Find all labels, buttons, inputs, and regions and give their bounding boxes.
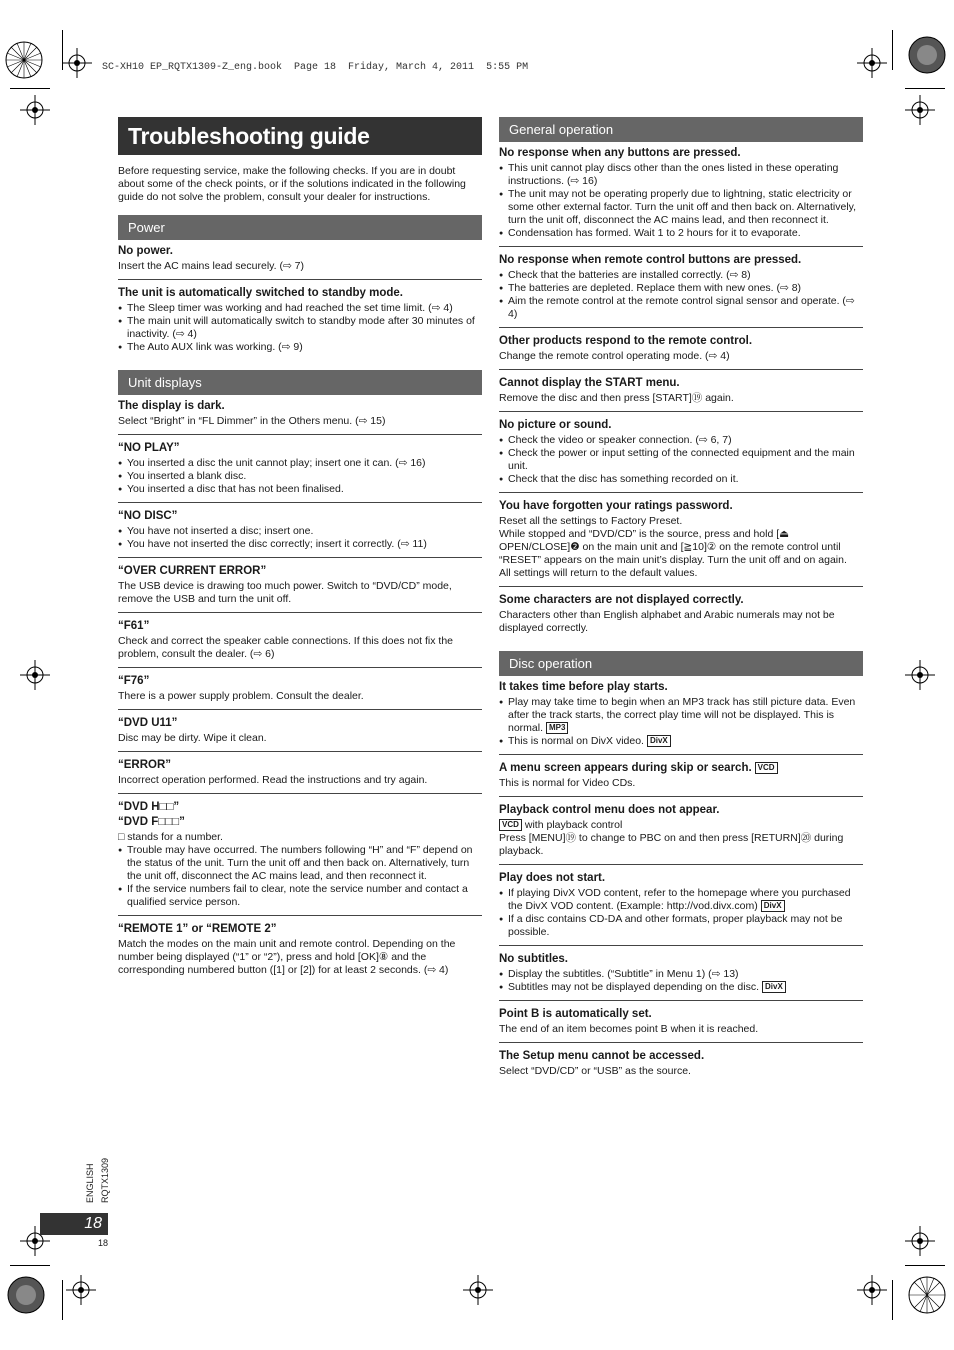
bullet-list	[499, 696, 863, 748]
entry-text	[118, 260, 482, 273]
bullet-item	[499, 968, 863, 981]
bullet-text: You inserted a disc that has not been finalised.	[127, 483, 344, 495]
entry-text-content: Select “Bright” in “FL Dimmer” in the Others menu. (⇨ 15)	[118, 415, 386, 427]
entry-title-text: “F76”	[118, 675, 150, 687]
entry-title	[118, 509, 482, 524]
entry-title-text: “REMOTE 1” or “REMOTE 2”	[118, 923, 277, 935]
left-column	[118, 117, 482, 993]
entry-title-text: Playback control menu does not appear.	[499, 804, 720, 816]
troubleshooting-entry	[118, 800, 482, 916]
format-badge: VCD	[499, 819, 522, 831]
bullet-text: The Sleep timer was working and had reached the set time limit. (⇨ 4)	[127, 302, 453, 314]
entry-text-content: While stopped and “DVD/CD” is the source, press and hold [⏏ OPEN/CLOSE]❷ on the main unit and [≧10]② on the remote control until “RESET” appears on the main unit’s display. Turn the unit off and on again.	[499, 528, 847, 566]
crosshair-mark-bottom-center	[463, 1275, 493, 1305]
entry-title	[499, 376, 863, 391]
entry-text	[499, 1023, 863, 1036]
entry-text-content: Select “DVD/CD” or “USB” as the source.	[499, 1065, 691, 1077]
troubleshooting-entry	[499, 680, 863, 755]
troubleshooting-entry	[499, 1007, 863, 1043]
crop-line	[62, 30, 63, 70]
format-badge: VCD	[755, 762, 778, 774]
troubleshooting-entry	[499, 803, 863, 865]
bullet-text: This is normal on DivX video.	[508, 735, 644, 747]
section-heading: General operation	[499, 117, 863, 142]
entry-title	[499, 334, 863, 349]
entry-title-text: “DVD U11”	[118, 717, 178, 729]
registration-mark-bottom-right	[905, 1273, 949, 1317]
entry-title-text: A menu screen appears during skip or search.	[499, 762, 752, 774]
entry-title	[118, 674, 482, 689]
entry-text	[118, 831, 482, 844]
format-badge: DivX	[761, 900, 785, 912]
entry-text	[118, 774, 482, 787]
entry-text	[118, 938, 482, 977]
entry-text-content: Press [MENU]⑲ to change to PBC on and then press [RETURN]⑳ during playback.	[499, 832, 844, 857]
entry-title-text: “DVD H□□”	[118, 801, 180, 813]
troubleshooting-entry	[499, 1049, 863, 1084]
entry-title-text: “DVD F□□□”	[118, 816, 185, 828]
bullet-item	[499, 981, 863, 994]
bullet-item	[499, 735, 863, 748]
entry-text-content: Reset all the settings to Factory Preset.	[499, 515, 683, 527]
entry-title-text: No power.	[118, 245, 173, 257]
entry-title-text: “NO PLAY”	[118, 442, 180, 454]
troubleshooting-entry	[499, 376, 863, 412]
entry-text	[499, 567, 863, 580]
entry-text	[499, 528, 863, 567]
bullet-list	[118, 302, 482, 354]
entry-title	[499, 871, 863, 886]
troubleshooting-entry	[118, 564, 482, 613]
entry-title	[118, 244, 482, 259]
entry-text	[499, 777, 863, 790]
bullet-item	[499, 282, 863, 295]
bullet-item	[499, 269, 863, 282]
bullet-item	[499, 188, 863, 227]
bullet-text: If playing DivX VOD content, refer to the homepage where you purchased the DivX VOD content. (Example: http://vod.divx.com)	[508, 887, 851, 912]
troubleshooting-entry	[118, 922, 482, 983]
entry-title-text: You have forgotten your ratings password.	[499, 500, 733, 512]
bullet-item	[499, 434, 863, 447]
entry-text-content: Remove the disc and then press [START]⑲ again.	[499, 392, 734, 404]
entry-text-content: The end of an item becomes point B when it is reached.	[499, 1023, 759, 1035]
troubleshooting-entry	[118, 758, 482, 794]
crosshair-mark-right-lower	[905, 1226, 935, 1256]
troubleshooting-entry	[118, 286, 482, 360]
entry-text	[118, 690, 482, 703]
entry-title	[118, 564, 482, 579]
left-sections	[118, 215, 482, 983]
crosshair-mark-top-right	[857, 48, 887, 78]
page-number-small: 18	[98, 1238, 109, 1248]
entry-title	[499, 803, 863, 818]
crosshair-mark-top	[62, 48, 92, 78]
entry-text-content: This is normal for Video CDs.	[499, 777, 636, 789]
crop-line	[10, 88, 50, 89]
entry-text-content: □ stands for a number.	[118, 831, 223, 843]
entry-text	[499, 350, 863, 363]
format-badge: MP3	[546, 722, 568, 734]
entry-title-text: No picture or sound.	[499, 419, 612, 431]
troubleshooting-entry	[118, 509, 482, 558]
bullet-text: You inserted a blank disc.	[127, 470, 247, 482]
bullet-item	[499, 913, 863, 939]
troubleshooting-entry	[499, 499, 863, 587]
bullet-text: You have not inserted a disc; insert one.	[127, 525, 314, 537]
troubleshooting-entry	[118, 244, 482, 280]
entry-title-text: The display is dark.	[118, 400, 225, 412]
entry-title-text: The Setup menu cannot be accessed.	[499, 1050, 705, 1062]
crop-line	[892, 30, 893, 70]
crosshair-mark-left-middle	[20, 660, 50, 690]
entry-title	[118, 922, 482, 937]
registration-mark-top-left	[2, 38, 46, 82]
troubleshooting-entry	[499, 253, 863, 328]
entry-title	[118, 800, 482, 830]
entry-text-content: Check and correct the speaker cable connections. If this does not fix the problem, consult the dealer. (⇨ 6)	[118, 635, 454, 660]
file-header-line: SC-XH10 EP_RQTX1309-Z_eng.book Page 18 Friday, March 4, 2011 5:55 PM	[102, 62, 529, 73]
entry-title	[118, 716, 482, 731]
bullet-list	[499, 968, 863, 994]
bullet-text: You inserted a disc the unit cannot play; insert one it can. (⇨ 16)	[127, 457, 426, 469]
entry-title	[499, 146, 863, 161]
bullet-text: Trouble may have occurred. The numbers following “H” and “F” depend on the status of the unit. Turn the unit off and then back on. Alternatively, turn the unit off, disconnect the AC mains lead, and then reconnect it.	[127, 844, 473, 882]
troubleshooting-entry	[499, 952, 863, 1001]
entry-text	[118, 635, 482, 661]
bullet-text: You have not inserted the disc correctly; insert it correctly. (⇨ 11)	[127, 538, 427, 550]
troubleshooting-entry	[499, 871, 863, 946]
crosshair-mark-left-upper	[20, 95, 50, 125]
crosshair-mark-right-upper	[905, 95, 935, 125]
crosshair-mark-bottom-left	[66, 1275, 96, 1305]
section-heading: Disc operation	[499, 651, 863, 676]
bullet-text: Check that the batteries are installed correctly. (⇨ 8)	[508, 269, 751, 281]
bullet-text: Aim the remote control at the remote control signal sensor and operate. (⇨ 4)	[508, 295, 855, 320]
entry-text-content: with playback control	[524, 819, 623, 831]
troubleshooting-entry	[118, 399, 482, 435]
entry-text	[499, 819, 863, 832]
troubleshooting-entry	[118, 716, 482, 752]
section-heading: Unit displays	[118, 370, 482, 395]
entry-title	[499, 418, 863, 433]
bullet-item	[118, 470, 482, 483]
troubleshooting-entry	[499, 418, 863, 493]
entry-text	[118, 580, 482, 606]
troubleshooting-entry	[499, 334, 863, 370]
right-column	[499, 117, 863, 1094]
troubleshooting-entry	[499, 146, 863, 247]
bullet-text: The Auto AUX link was working. (⇨ 9)	[127, 341, 303, 353]
entry-title-text: Play does not start.	[499, 872, 606, 884]
bullet-item	[499, 295, 863, 321]
right-sections	[499, 117, 863, 1084]
bullet-text: This unit cannot play discs other than the ones listed in these operating instructions. (⇨ 16)	[508, 162, 839, 187]
bullet-item	[499, 162, 863, 188]
entry-title	[118, 758, 482, 773]
crosshair-mark-bottom-right	[857, 1275, 887, 1305]
bullet-text: The batteries are depleted. Replace them with new ones. (⇨ 8)	[508, 282, 802, 294]
bullet-text: If the service numbers fail to clear, note the service number and contact a qualified service person.	[127, 883, 468, 908]
bullet-list	[118, 844, 482, 909]
model-label: RQTX1309	[100, 1157, 110, 1203]
entry-title-text: Other products respond to the remote control.	[499, 335, 753, 347]
bullet-item	[118, 341, 482, 354]
bullet-text: The unit may not be operating properly due to lightning, static electricity or some other external factor. Turn the unit off and then back on. Alternatively, turn the unit off, disconnect the AC mains lead, and then reconnect it.	[508, 188, 857, 226]
bullet-item	[118, 538, 482, 551]
bullet-item	[118, 315, 482, 341]
entry-text-content: Disc may be dirty. Wipe it clean.	[118, 732, 267, 744]
bullet-text: Display the subtitles. (“Subtitle” in Menu 1) (⇨ 13)	[508, 968, 739, 980]
entry-text-content: All settings will return to the default values.	[499, 567, 698, 579]
troubleshooting-entry	[118, 441, 482, 503]
entry-title-text: “NO DISC”	[118, 510, 178, 522]
format-badge: DivX	[762, 981, 786, 993]
registration-mark-bottom-left	[4, 1273, 48, 1317]
entry-text-content: There is a power supply problem. Consult the dealer.	[118, 690, 364, 702]
bullet-item	[118, 483, 482, 496]
bullet-text: Check the video or speaker connection. (⇨ 6, 7)	[508, 434, 732, 446]
bullet-item	[118, 883, 482, 909]
crop-line	[905, 1265, 945, 1266]
entry-title-text: It takes time before play starts.	[499, 681, 668, 693]
crop-line	[10, 1265, 50, 1266]
bullet-list	[499, 269, 863, 321]
troubleshooting-entry	[499, 761, 863, 797]
entry-text	[499, 832, 863, 858]
bullet-list	[499, 434, 863, 486]
entry-title	[118, 399, 482, 414]
bullet-item	[499, 447, 863, 473]
entry-title	[118, 441, 482, 456]
bullet-item	[118, 525, 482, 538]
entry-text	[118, 415, 482, 428]
bullet-text: Condensation has formed. Wait 1 to 2 hours for it to evaporate.	[508, 227, 801, 239]
entry-text	[499, 1065, 863, 1078]
entry-title	[499, 593, 863, 608]
entry-text-content: Incorrect operation performed. Read the instructions and try again.	[118, 774, 428, 786]
bullet-list	[499, 162, 863, 240]
entry-title-text: Cannot display the START menu.	[499, 377, 680, 389]
section-heading: Power	[118, 215, 482, 240]
entry-text	[118, 732, 482, 745]
entry-text	[499, 609, 863, 635]
entry-title-text: Point B is automatically set.	[499, 1008, 652, 1020]
entry-text	[499, 392, 863, 405]
troubleshooting-entry	[499, 593, 863, 641]
crop-line	[62, 1280, 63, 1320]
bullet-list	[118, 525, 482, 551]
entry-text-content: Change the remote control operating mode. (⇨ 4)	[499, 350, 730, 362]
language-label: ENGLISH	[85, 1163, 95, 1203]
entry-title	[118, 619, 482, 634]
entry-text-content: Characters other than English alphabet and Arabic numerals may not be displayed correctly.	[499, 609, 835, 634]
crop-line	[892, 1280, 893, 1320]
bullet-item	[118, 302, 482, 315]
entry-title	[499, 499, 863, 514]
troubleshooting-entry	[118, 674, 482, 710]
entry-title-text: Some characters are not displayed correctly.	[499, 594, 744, 606]
entry-title-text: “ERROR”	[118, 759, 172, 771]
bullet-text: Check that the disc has something recorded on it.	[508, 473, 739, 485]
bullet-item	[499, 473, 863, 486]
bullet-text: Play may take time to begin when an MP3 track has still picture data. Even after the track starts, the correct play time will not be displayed. This is normal.	[508, 696, 856, 734]
bullet-text: Subtitles may not be displayed depending on the disc.	[508, 981, 760, 993]
bullet-list	[499, 887, 863, 939]
bullet-item	[118, 844, 482, 883]
format-badge: DivX	[647, 735, 671, 747]
bullet-item	[499, 887, 863, 913]
entry-title	[118, 286, 482, 301]
entry-title	[499, 1049, 863, 1064]
entry-title-text: No subtitles.	[499, 953, 569, 965]
entry-title-text: “F61”	[118, 620, 150, 632]
entry-title	[499, 253, 863, 268]
page-number: 18	[40, 1213, 108, 1235]
entry-title-text: “OVER CURRENT ERROR”	[118, 565, 267, 577]
entry-title-text: The unit is automatically switched to standby mode.	[118, 287, 403, 299]
bullet-item	[499, 696, 863, 735]
entry-title	[499, 761, 863, 776]
bullet-text: The main unit will automatically switch to standby mode after 30 minutes of inactivity. (⇨ 4)	[127, 315, 475, 340]
intro-paragraph: Before requesting service, make the following checks. If you are in doubt about some of the check points, or if the solutions indicated in the following guide do not solve the problem, consult your dealer for instructions.	[118, 165, 466, 203]
page-title: Troubleshooting guide	[118, 117, 482, 155]
entry-title-text: No response when remote control buttons are pressed.	[499, 254, 802, 266]
entry-title	[499, 952, 863, 967]
entry-title	[499, 1007, 863, 1022]
bullet-text: Check the power or input setting of the connected equipment and the main unit.	[508, 447, 855, 472]
crosshair-mark-right-middle	[905, 660, 935, 690]
registration-mark-top-right	[905, 33, 949, 77]
entry-text	[499, 515, 863, 528]
bullet-item	[118, 457, 482, 470]
entry-title-text: No response when any buttons are pressed.	[499, 147, 741, 159]
entry-title	[499, 680, 863, 695]
bullet-text: If a disc contains CD-DA and other formats, proper playback may not be possible.	[508, 913, 843, 938]
bullet-list	[118, 457, 482, 496]
entry-text-content: The USB device is drawing too much power. Switch to “DVD/CD” mode, remove the USB and turn the unit off.	[118, 580, 452, 605]
entry-text-content: Match the modes on the main unit and remote control. Depending on the number being displayed (“1” or “2”), press and hold [OK]⑧ and the corresponding numbered button ([1] or [2]) for at least 2 seconds. (⇨ 4)	[118, 938, 456, 976]
bullet-item	[499, 227, 863, 240]
entry-text-content: Insert the AC mains lead securely. (⇨ 7)	[118, 260, 305, 272]
troubleshooting-entry	[118, 619, 482, 668]
crop-line	[905, 88, 945, 89]
